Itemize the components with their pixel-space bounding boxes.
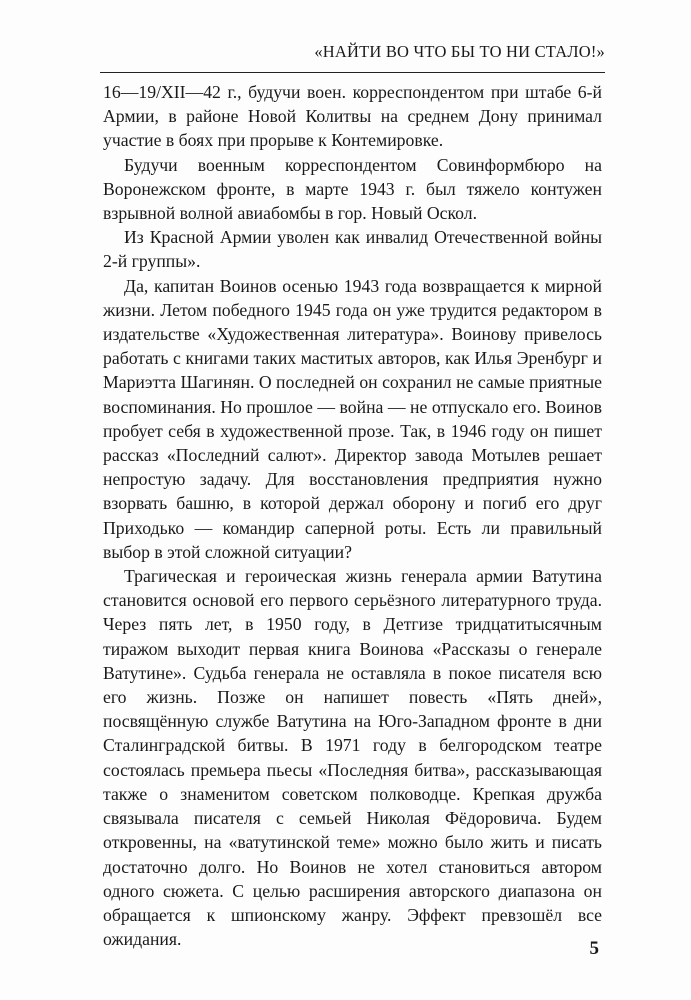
- paragraph: 16—19/XII—42 г., будучи воен. корреспондентом при штабе 6-й Армии, в районе Новой Колитвы на среднем Дону принимал участие в боях при прорыве к Контемировке.: [103, 82, 602, 151]
- body-text: [103, 80, 602, 951]
- paragraph: Будучи военным корреспондентом Совинформбюро на Воронежском фронте, в марте 1943 г. был тяжело контужен взрывной волной авиабомбы в гор. Новый Оскол.: [103, 154, 602, 224]
- paragraph: Из Красной Армии уволен как инвалид Отечественной войны 2-й группы».: [103, 227, 602, 272]
- header-rule: [100, 72, 605, 73]
- running-head: «НАЙТИ ВО ЧТО БЫ ТО НИ СТАЛО!»: [314, 42, 605, 61]
- paragraph: Трагическая и героическая жизнь генерала армии Ватутина становится основой его первого серьёзного литературного труда. Через пять лет, в 1950 году, в Детгизе тридцатитысячным тиражом выходит первая книга Воинова «Рассказы о генерале Ватутине». Судьба генерала не оставляла в покое писателя всю его жизнь. Позже он напишет повесть «Пять дней», посвящённую службе Ватутина на Юго-Западном фронте в дни Сталинградской битвы. В 1971 году в белгородском театре состоялась премьера пьесы «Последняя битва», рассказывающая также о знаменитом советском полководце. Крепкая дружба связывала писателя с семьей Николая Фёдоровича. Будем откровенны, на «ватутинской теме» можно было жить и писать достаточно долго. Но Воинов не хотел становиться автором одного сюжета. С целью расширения авторского диапазона он обращается к шпионскому жанру. Эффект превзошёл все ожидания.: [103, 566, 602, 950]
- page-number: 5: [589, 938, 599, 959]
- paragraph: Да, капитан Воинов осенью 1943 года возвращается к мирной жизни. Летом победного 1945 года он уже трудится редактором в издательстве «Художественная литература». Воинову привелось работать с книгами таких маститых авторов, как Илья Эренбург и Мариэтта Шагинян. О последней он сохранил не самые приятные воспоминания. Но прошлое — война — не отпускало его. Воинов пробует себя в художественной прозе. Так, в 1946 году он пишет рассказ «Последний салют». Директор завода Мотылев решает непростую задачу. Для восстановления предприятия нужно взорвать башню, в которой держал оборону и погиб его друг Приходько — командир саперной роты. Есть ли правильный выбор в этой сложной ситуации?: [103, 275, 602, 562]
